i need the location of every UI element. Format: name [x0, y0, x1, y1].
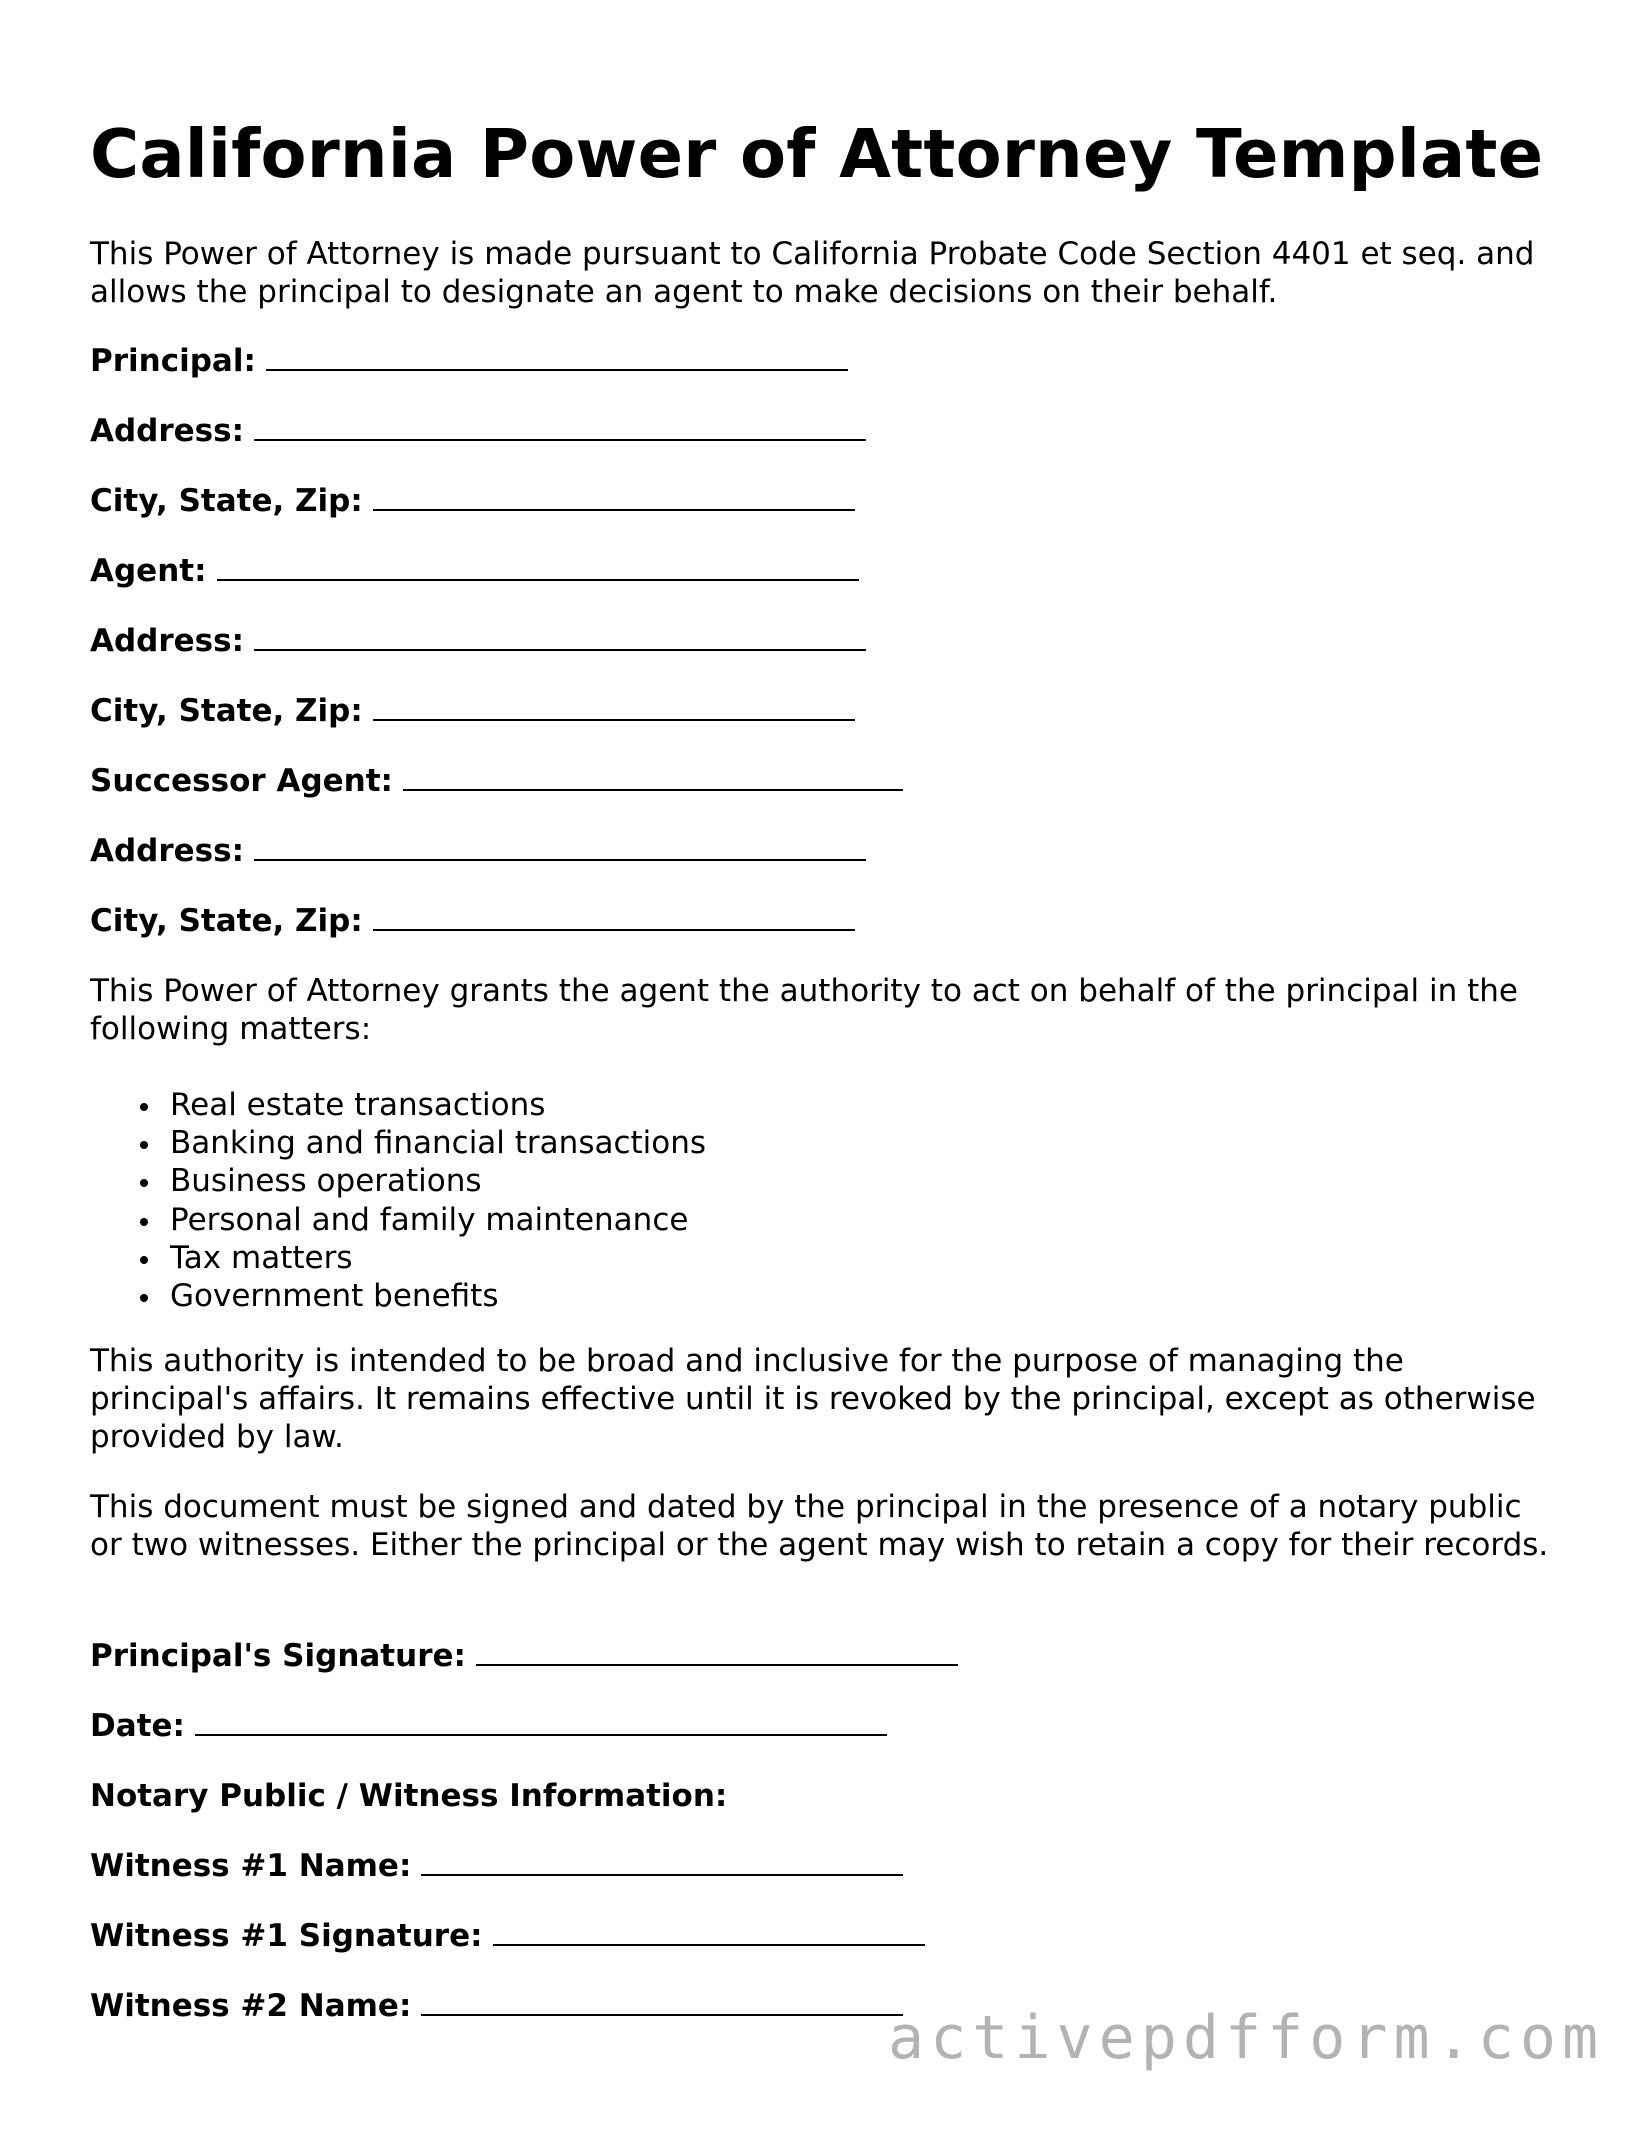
agent-label: Agent:	[90, 553, 207, 589]
list-item: Banking and financial transactions	[90, 1124, 706, 1162]
witness1-signature-blank[interactable]	[493, 1918, 925, 1946]
agent-city-blank[interactable]	[373, 693, 855, 721]
document-title: California Power of Attorney Template	[90, 115, 1544, 193]
witness1-signature-label: Witness #1 Signature:	[90, 1918, 483, 1954]
grant-paragraph: This Power of Attorney grants the agent the authority to act on behalf of the principal in the following matters:	[90, 973, 1518, 1047]
successor-address-field	[90, 831, 866, 871]
matters-list	[90, 1086, 706, 1315]
successor-agent-field	[90, 761, 903, 801]
principal-field	[90, 341, 848, 381]
witness1-name-label: Witness #1 Name:	[90, 1848, 412, 1884]
agent-address-field	[90, 621, 866, 661]
principal-city-field	[90, 481, 855, 521]
successor-agent-blank[interactable]	[403, 763, 903, 791]
successor-address-blank[interactable]	[254, 833, 866, 861]
witness1-signature-field	[90, 1916, 925, 1956]
principal-label: Principal:	[90, 343, 256, 379]
bullet-icon	[140, 1179, 148, 1187]
successor-city-field	[90, 901, 855, 941]
bullet-icon	[140, 1218, 148, 1226]
list-item: Business operations	[90, 1162, 706, 1200]
signing-paragraph: This document must be signed and dated by the principal in the presence of a notary public or two witnesses. Either the principal or the agent may wish to retain a copy for their records.	[90, 1489, 1549, 1563]
list-item: Government benefits	[90, 1277, 706, 1315]
principal-signature-label: Principal's Signature:	[90, 1638, 466, 1674]
authority-paragraph: This authority is intended to be broad and inclusive for the purpose of managing the principal's affairs. It remains effective until it is revoked by the principal, except as otherwise provided by law.	[90, 1343, 1536, 1455]
principal-signature-field	[90, 1636, 958, 1676]
principal-address-label: Address:	[90, 413, 244, 449]
agent-city-label: City, State, Zip:	[90, 693, 363, 729]
list-item: Real estate transactions	[90, 1086, 706, 1124]
list-item: Personal and family maintenance	[90, 1201, 706, 1239]
date-label: Date:	[90, 1708, 185, 1744]
bullet-icon	[140, 1294, 148, 1302]
witness1-name-blank[interactable]	[421, 1848, 903, 1876]
successor-city-blank[interactable]	[373, 903, 855, 931]
date-field	[90, 1706, 887, 1746]
principal-city-blank[interactable]	[373, 483, 855, 511]
principal-signature-blank[interactable]	[476, 1638, 958, 1666]
principal-address-field	[90, 411, 866, 451]
successor-agent-label: Successor Agent:	[90, 763, 393, 799]
intro-paragraph: This Power of Attorney is made pursuant to California Probate Code Section 4401 et seq. and allows the principal to designate an agent to make decisions on their behalf.	[90, 236, 1535, 310]
bullet-icon	[140, 1256, 148, 1264]
bullet-icon	[140, 1141, 148, 1149]
witness2-name-label: Witness #2 Name:	[90, 1988, 412, 2024]
principal-city-label: City, State, Zip:	[90, 483, 363, 519]
agent-city-field	[90, 691, 855, 731]
witness1-name-field	[90, 1846, 903, 1886]
date-blank[interactable]	[195, 1708, 887, 1736]
list-item: Tax matters	[90, 1239, 706, 1277]
successor-city-label: City, State, Zip:	[90, 903, 363, 939]
agent-address-blank[interactable]	[254, 623, 866, 651]
witness2-name-field	[90, 1986, 903, 2026]
agent-address-label: Address:	[90, 623, 244, 659]
watermark: activepdfform.com	[888, 2003, 1605, 2073]
witness2-name-blank[interactable]	[421, 1988, 903, 2016]
successor-address-label: Address:	[90, 833, 244, 869]
agent-field	[90, 551, 859, 591]
principal-blank[interactable]	[266, 343, 848, 371]
principal-address-blank[interactable]	[254, 413, 866, 441]
notary-heading: Notary Public / Witness Information:	[90, 1778, 728, 1814]
agent-blank[interactable]	[217, 553, 859, 581]
bullet-icon	[140, 1103, 148, 1111]
